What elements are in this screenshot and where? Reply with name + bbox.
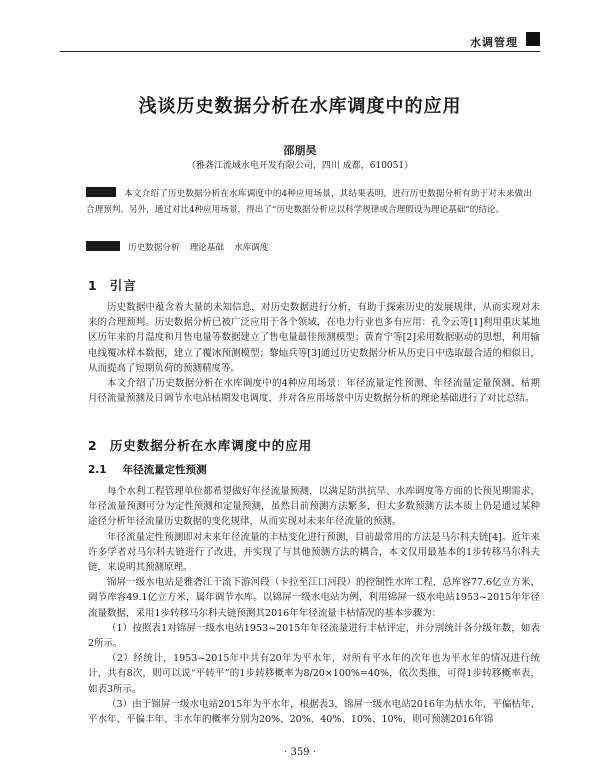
paragraph: 历史数据中蕴含着大量的未知信息，对历史数据进行分析，有助于探索历史的发展规律，从而实现对未来的合理预判。历史数据分析已被广泛应用于各个领域，在电力行业也多有应用：孔令云等[1]利用重庆某地区历年来的月温度和月售电量等数据建立了售电量最佳预测模型；黄育宁等[2]采用数据驱动的思想，利用输电线覆冰样本数据，建立了覆冰预测模型；黎灿兵等[3]通过历史数据分析从历史日中选取最合适的相似日，从而提高了短期负荷的预测精度等。 [88, 302, 540, 374]
paragraph: 每个水利工程管理单位都希望做好年径流量预测，以满足防洪抗旱、水库调度等方面的长预见期需求，年径流量预测可分为定性预测和定量预测，虽然目前预测方法繁多，但大多数预测方法本质上仍是通过某种途径分析年径流量历史数据的变化规律，从而实现对未来年径流量的预测。 [88, 486, 540, 528]
section-number: 1 [88, 278, 98, 293]
keyword: 水库调度 [233, 243, 269, 253]
section-number: 2 [88, 438, 98, 453]
keywords-block [86, 240, 532, 256]
abstract-text: 本文介绍了历史数据分析在水库调度中的4种应用场景，其结果表明，进行历史数据分析有助于对未来做出合理预判。另外，通过对比4种应用场景，得出了“历史数据分析应以科学规律或合理假设为理论基础”的结论。 [86, 189, 532, 215]
section-title: 引言 [109, 278, 137, 293]
section-1-body [88, 300, 540, 406]
keyword: 理论基础 [189, 243, 224, 253]
section-2-1-body [88, 484, 540, 727]
section-heading-2 [88, 436, 312, 454]
author-affiliation: （雅砻江流域水电开发有限公司，四川 成都，610051） [186, 161, 414, 171]
header-section-label: 水调管理 [470, 36, 518, 49]
author-name: 邵朋昊 [283, 144, 317, 157]
subsection-number: 2.1 [88, 464, 107, 476]
section-heading-1 [88, 276, 137, 294]
abstract-block [86, 186, 532, 218]
running-header [60, 30, 540, 52]
header-black-block-icon [526, 32, 540, 46]
subsection-title: 年径流量定性预测 [122, 464, 207, 476]
paragraph: （3）由于锦屏一级水电站2015年为平水年，根据表3，锦屏一级水电站2016年为枯水年、平偏枯年、平水年、平偏丰年、丰水年的概率分别为20%、20%、40%、10%、10%，则可预测2016年锦 [88, 698, 540, 726]
paragraph: （1）按照表1对锦屏一级水电站1953~2015年年径流量进行丰枯评定，并分别统计各分级年数，如表2所示。 [88, 622, 540, 650]
paragraph: 本文介绍了历史数据分析在水库调度中的4种应用场景：年径流量定性预测、年径流量定量预测、枯期月径流量预测及日调节水电站枯期发电调度，并对各应用场景中历史数据分析的理论基础进行了对比总结。 [88, 378, 540, 405]
subsection-heading-2-1 [88, 462, 207, 477]
paragraph: 锦屏一级水电站是雅砻江干流下游河段（卡拉至江口河段）的控制性水库工程，总库容77.6亿立方米，调节库容49.1亿立方米，属年调节水库。以锦屏一级水电站为例，利用锦屏一级水电站1953~2015年年径流量数据，采用1步转移马尔科夫链预测其2016年年径流量丰枯情况的基本步骤为： [88, 577, 540, 619]
paragraph: 年径流量定性预测即对未来年径流量的丰枯变化进行预测，目前最常用的方法是马尔科夫链[4]。近年来许多学者对马尔科夫链进行了改进，并实现了与其他预测方法的耦合，本文仅用最基本的1步转移马尔科夫链，来说明其预测原理。 [88, 531, 540, 574]
page-number: · 359 · [284, 747, 316, 758]
keyword: 历史数据分析 [128, 243, 180, 253]
paper-title: 浅谈历史数据分析在水库调度中的应用 [138, 96, 462, 117]
abstract-label-block [86, 187, 116, 197]
paragraph: （2）经统计，1953~2015年中共有20年为平水年，对所有平水年的次年也为平水年的情况进行统计，共有8次，则可以说“平转平”的1步转移概率为8/20×100%=40%，依次类推，可得1步转移概率表，如表3所示。 [88, 653, 540, 695]
keywords-label-block [86, 241, 120, 251]
section-title: 历史数据分析在水库调度中的应用 [109, 438, 313, 453]
